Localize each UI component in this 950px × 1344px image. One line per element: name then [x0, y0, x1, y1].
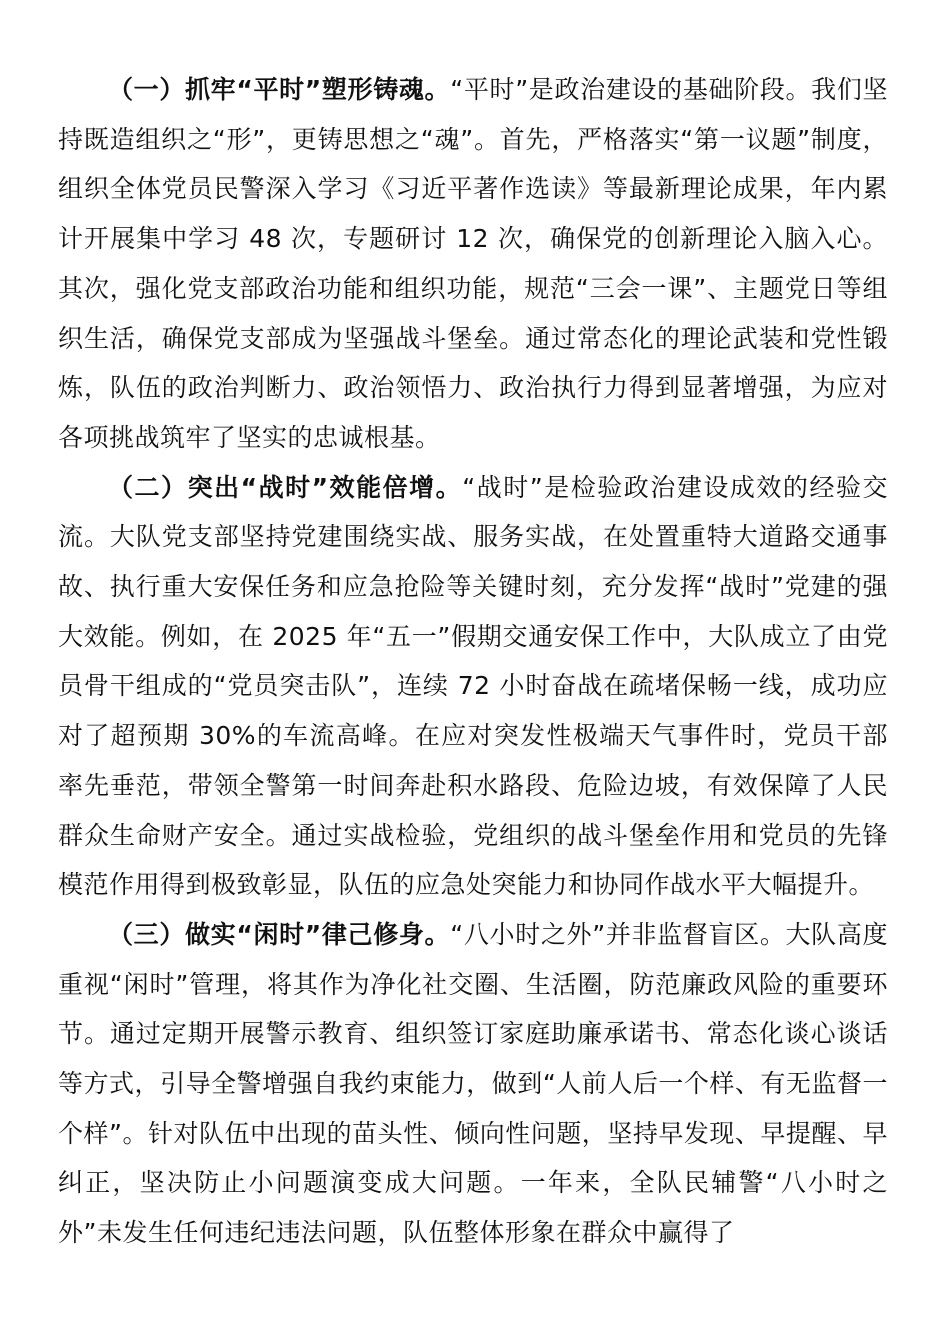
paragraph-3	[58, 910, 888, 1258]
document-body	[58, 65, 888, 1258]
paragraph-1-heading: （一）抓牢“平时”塑形铸魂。	[108, 75, 451, 104]
paragraph-3-heading: （三）做实“闲时”律己修身。	[108, 919, 451, 949]
paragraph-1	[58, 65, 888, 463]
paragraph-2	[58, 463, 888, 910]
paragraph-3-body: “八小时之外”并非监督盲区。大队高度重视“闲时”管理，将其作为净化社交圈、生活圈，防范廉政风险的重要环节。通过定期开展警示教育、组织签订家庭助廉承诺书、常态化谈心谈话等方式，引导全警增强自我约束能力，做到“人前人后一个样、有无监督一个样”。针对队伍中出现的苗头性、倾向性问题，坚持早发现、早提醒、早纠正，坚决防止小问题演变成大问题。一年来，全队民辅警“八小时之外”未发生任何违纪违法问题，队伍整体形象在群众中赢得了	[58, 919, 889, 1248]
paragraph-2-heading: （二）突出“战时”效能倍增。	[108, 472, 463, 502]
paragraph-2-body: “战时”是检验政治建设成效的经验交流。大队党支部坚持党建围绕实战、服务实战，在处置重特大道路交通事故、执行重大安保任务和应急抢险等关键时刻，充分发挥“战时”党建的强大效能。例如，在 2025 年“五一”假期交通安保工作中，大队成立了由党员骨干组成的“党员突击队”，连续 72 小时奋战在疏堵保畅一线，成功应对了超预期 30%的车流高峰。在应对突发性极端天气事件时，党员干部率先垂范，带领全警第一时间奔赴积水路段、危险边坡，有效保障了人民群众生命财产安全。通过实战检验，党组织的战斗堡垒作用和党员的先锋模范作用得到极致彰显，队伍的应急处突能力和协同作战水平大幅提升。	[58, 472, 888, 900]
paragraph-1-body: “平时”是政治建设的基础阶段。我们坚持既造组织之“形”，更铸思想之“魂”。首先，严格落实“第一议题”制度，组织全体党员民警深入学习《习近平著作选读》等最新理论成果，年内累计开展集中学习 48 次，专题研讨 12 次，确保党的创新理论入脑入心。其次，强化党支部政治功能和组织功能，规范“三会一课”、主题党日等组织生活，确保党支部成为坚强战斗堡垒。通过常态化的理论武装和党性锻炼，队伍的政治判断力、政治领悟力、政治执行力得到显著增强，为应对各项挑战筑牢了坚实的忠诚根基。	[58, 75, 889, 452]
